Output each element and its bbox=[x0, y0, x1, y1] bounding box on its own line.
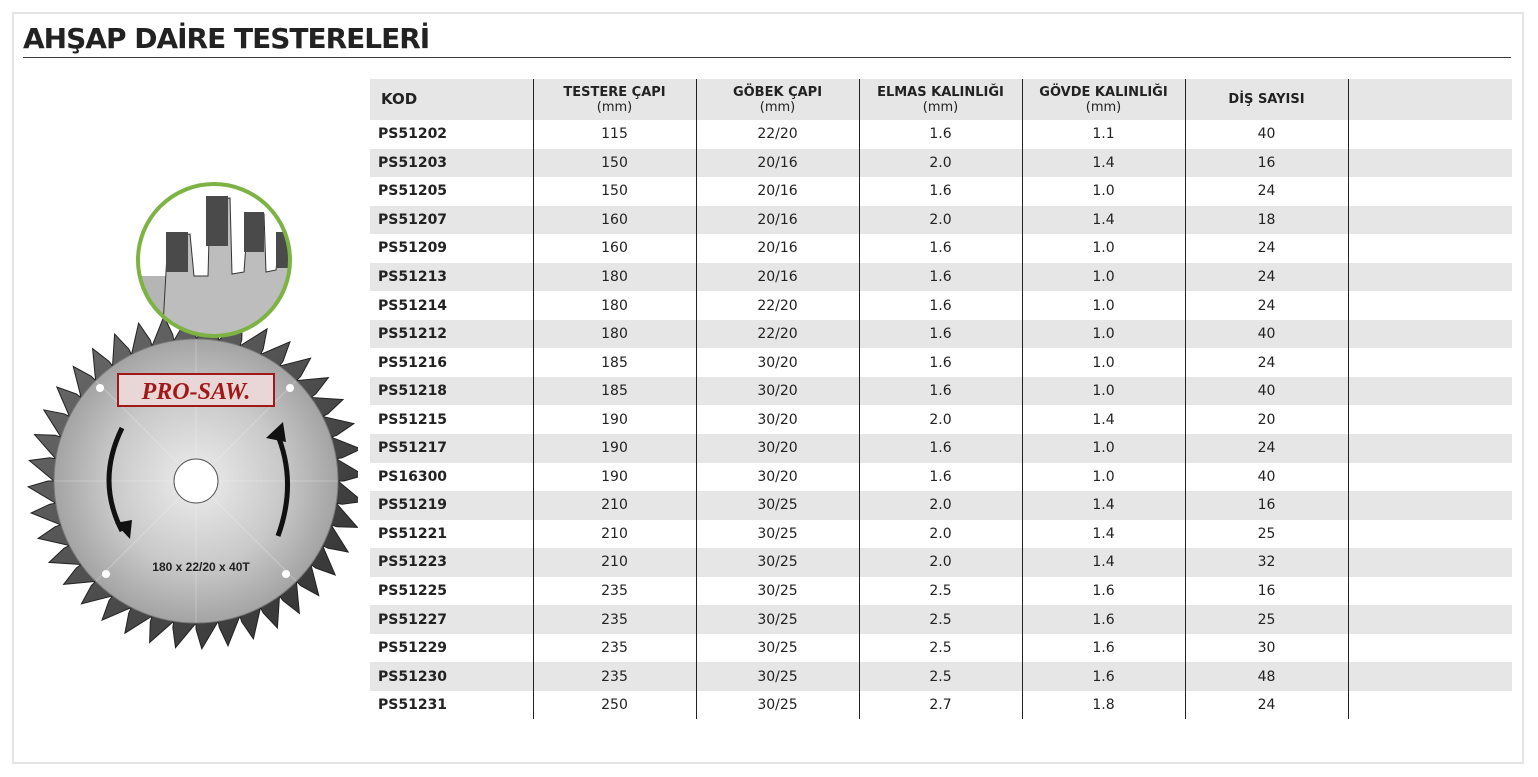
cell-dis-sayisi: 24 bbox=[1185, 263, 1348, 292]
table-row bbox=[370, 405, 1512, 434]
cell-dis-sayisi: 48 bbox=[1185, 662, 1348, 691]
cell-testere-capi: 235 bbox=[533, 662, 696, 691]
cell-govde-kalinligi: 1.4 bbox=[1022, 149, 1185, 178]
cell-govde-kalinligi: 1.0 bbox=[1022, 463, 1185, 492]
cell-elmas-kalinligi: 2.0 bbox=[859, 548, 1022, 577]
cell-dis-sayisi: 24 bbox=[1185, 177, 1348, 206]
cell-testere-capi: 190 bbox=[533, 405, 696, 434]
cell-kod: PS51231 bbox=[378, 697, 448, 714]
cell-testere-capi: 185 bbox=[533, 348, 696, 377]
cell-dis-sayisi: 24 bbox=[1185, 234, 1348, 263]
cell-gobek-capi: 30/20 bbox=[696, 405, 859, 434]
table-row bbox=[370, 234, 1512, 263]
table-row bbox=[370, 320, 1512, 349]
cell-elmas-kalinligi: 2.5 bbox=[859, 605, 1022, 634]
cell-govde-kalinligi: 1.4 bbox=[1022, 405, 1185, 434]
cell-empty bbox=[1348, 206, 1512, 235]
cell-dis-sayisi: 20 bbox=[1185, 405, 1348, 434]
cell-testere-capi: 190 bbox=[533, 463, 696, 492]
arbor-hole bbox=[174, 459, 218, 503]
cell-testere-capi: 235 bbox=[533, 577, 696, 606]
cell-gobek-capi: 30/20 bbox=[696, 434, 859, 463]
cell-kod: PS51214 bbox=[378, 297, 448, 314]
cell-empty bbox=[1348, 605, 1512, 634]
cell-empty bbox=[1348, 548, 1512, 577]
page-title: AHŞAP DAİRE TESTERELERİ bbox=[23, 22, 430, 55]
cell-empty bbox=[1348, 263, 1512, 292]
table-row bbox=[370, 263, 1512, 292]
cell-kod: PS51202 bbox=[378, 126, 448, 143]
cell-gobek-capi: 20/16 bbox=[696, 177, 859, 206]
saw-blade-image bbox=[18, 176, 358, 652]
cell-kod: PS51205 bbox=[378, 183, 448, 200]
cell-govde-kalinligi: 1.6 bbox=[1022, 662, 1185, 691]
header-elmas-kalinligi: ELMAS KALINLIĞI (mm) bbox=[859, 79, 1022, 120]
cell-empty bbox=[1348, 662, 1512, 691]
cell-kod: PS51207 bbox=[370, 206, 533, 235]
table-row bbox=[370, 662, 1512, 691]
cell-elmas-kalinligi: 1.6 bbox=[859, 348, 1022, 377]
cell-testere-capi: 190 bbox=[533, 434, 696, 463]
cell-testere-capi: 210 bbox=[533, 491, 696, 520]
cell-kod: PS51223 bbox=[370, 548, 533, 577]
cell-kod: PS51230 bbox=[370, 662, 533, 691]
cell-gobek-capi: 30/25 bbox=[696, 691, 859, 720]
cell-kod: PS51229 bbox=[378, 640, 448, 657]
cell-gobek-capi: 20/16 bbox=[696, 206, 859, 235]
table-row bbox=[370, 177, 1512, 206]
cell-empty bbox=[1348, 377, 1512, 406]
cell-dis-sayisi: 16 bbox=[1185, 149, 1348, 178]
cell-testere-capi: 150 bbox=[533, 177, 696, 206]
table-row bbox=[370, 634, 1512, 663]
cell-kod: PS51209 bbox=[378, 240, 448, 257]
table-body bbox=[370, 120, 1512, 719]
cell-dis-sayisi: 40 bbox=[1185, 120, 1348, 149]
table-row bbox=[370, 120, 1512, 149]
cell-elmas-kalinligi: 1.6 bbox=[859, 320, 1022, 349]
cell-empty bbox=[1348, 634, 1512, 663]
table-row bbox=[370, 605, 1512, 634]
cell-gobek-capi: 30/25 bbox=[696, 605, 859, 634]
cell-kod: PS51225 bbox=[378, 583, 448, 600]
cell-gobek-capi: 30/25 bbox=[696, 662, 859, 691]
blade-dot bbox=[96, 384, 104, 392]
table-row bbox=[370, 206, 1512, 235]
cell-dis-sayisi: 40 bbox=[1185, 377, 1348, 406]
cell-kod: PS51219 bbox=[370, 491, 533, 520]
cell-empty bbox=[1348, 348, 1512, 377]
cell-testere-capi: 180 bbox=[533, 263, 696, 292]
blade-marking: 180 x 22/20 x 40T bbox=[152, 560, 250, 574]
cell-elmas-kalinligi: 2.0 bbox=[859, 405, 1022, 434]
cell-govde-kalinligi: 1.4 bbox=[1022, 206, 1185, 235]
cell-empty bbox=[1348, 320, 1512, 349]
cell-dis-sayisi: 24 bbox=[1185, 691, 1348, 720]
table-row bbox=[370, 348, 1512, 377]
blade-dot bbox=[102, 570, 110, 578]
cell-empty bbox=[1348, 520, 1512, 549]
cell-gobek-capi: 30/20 bbox=[696, 348, 859, 377]
cell-govde-kalinligi: 1.0 bbox=[1022, 377, 1185, 406]
cell-elmas-kalinligi: 2.0 bbox=[859, 491, 1022, 520]
cell-kod: PS51227 bbox=[370, 605, 533, 634]
cell-dis-sayisi: 40 bbox=[1185, 463, 1348, 492]
cell-gobek-capi: 22/20 bbox=[696, 291, 859, 320]
cell-elmas-kalinligi: 1.6 bbox=[859, 120, 1022, 149]
table-row bbox=[370, 491, 1512, 520]
cell-govde-kalinligi: 1.0 bbox=[1022, 434, 1185, 463]
cell-elmas-kalinligi: 1.6 bbox=[859, 434, 1022, 463]
cell-govde-kalinligi: 1.0 bbox=[1022, 320, 1185, 349]
cell-empty bbox=[1348, 434, 1512, 463]
cell-govde-kalinligi: 1.4 bbox=[1022, 491, 1185, 520]
blade-dot bbox=[282, 570, 290, 578]
cell-kod: PS51218 bbox=[370, 377, 533, 406]
cell-gobek-capi: 20/16 bbox=[696, 234, 859, 263]
blade-dot bbox=[286, 384, 294, 392]
cell-govde-kalinligi: 1.0 bbox=[1022, 348, 1185, 377]
cell-empty bbox=[1348, 149, 1512, 178]
cell-elmas-kalinligi: 2.7 bbox=[859, 691, 1022, 720]
cell-kod: PS51212 bbox=[370, 320, 533, 349]
cell-elmas-kalinligi: 2.0 bbox=[859, 520, 1022, 549]
cell-dis-sayisi: 24 bbox=[1185, 434, 1348, 463]
cell-gobek-capi: 22/20 bbox=[696, 320, 859, 349]
header-empty bbox=[1348, 79, 1512, 120]
cell-gobek-capi: 30/20 bbox=[696, 377, 859, 406]
cell-kod: PS51221 bbox=[378, 525, 448, 542]
cell-kod: PS51216 bbox=[378, 354, 448, 371]
cell-testere-capi: 235 bbox=[533, 605, 696, 634]
cell-dis-sayisi: 25 bbox=[1185, 520, 1348, 549]
cell-gobek-capi: 30/25 bbox=[696, 491, 859, 520]
table-row bbox=[370, 577, 1512, 606]
cell-govde-kalinligi: 1.1 bbox=[1022, 120, 1185, 149]
saw-blade bbox=[28, 313, 358, 649]
cell-empty bbox=[1348, 491, 1512, 520]
cell-gobek-capi: 30/25 bbox=[696, 577, 859, 606]
cell-govde-kalinligi: 1.6 bbox=[1022, 605, 1185, 634]
table-row bbox=[370, 463, 1512, 492]
title-divider bbox=[23, 57, 1511, 58]
cell-elmas-kalinligi: 2.5 bbox=[859, 662, 1022, 691]
cell-govde-kalinligi: 1.4 bbox=[1022, 520, 1185, 549]
cell-testere-capi: 115 bbox=[533, 120, 696, 149]
cell-testere-capi: 160 bbox=[533, 234, 696, 263]
cell-empty bbox=[1348, 291, 1512, 320]
cell-elmas-kalinligi: 1.6 bbox=[859, 377, 1022, 406]
cell-elmas-kalinligi: 1.6 bbox=[859, 177, 1022, 206]
cell-dis-sayisi: 18 bbox=[1185, 206, 1348, 235]
cell-elmas-kalinligi: 2.5 bbox=[859, 634, 1022, 663]
cell-empty bbox=[1348, 691, 1512, 720]
cell-gobek-capi: 20/16 bbox=[696, 263, 859, 292]
cell-dis-sayisi: 30 bbox=[1185, 634, 1348, 663]
cell-govde-kalinligi: 1.0 bbox=[1022, 177, 1185, 206]
cell-testere-capi: 210 bbox=[533, 548, 696, 577]
table-row bbox=[370, 434, 1512, 463]
header-govde-kalinligi: GÖVDE KALINLIĞI (mm) bbox=[1022, 79, 1185, 120]
cell-gobek-capi: 30/25 bbox=[696, 548, 859, 577]
cell-elmas-kalinligi: 2.5 bbox=[859, 577, 1022, 606]
cell-kod: PS51217 bbox=[370, 434, 533, 463]
cell-empty bbox=[1348, 177, 1512, 206]
cell-dis-sayisi: 24 bbox=[1185, 348, 1348, 377]
table-row bbox=[370, 548, 1512, 577]
cell-govde-kalinligi: 1.0 bbox=[1022, 263, 1185, 292]
cell-dis-sayisi: 40 bbox=[1185, 320, 1348, 349]
cell-empty bbox=[1348, 577, 1512, 606]
cell-testere-capi: 150 bbox=[533, 149, 696, 178]
cell-elmas-kalinligi: 2.0 bbox=[859, 149, 1022, 178]
cell-gobek-capi: 22/20 bbox=[696, 120, 859, 149]
header-kod: KOD bbox=[370, 79, 533, 120]
cell-testere-capi: 160 bbox=[533, 206, 696, 235]
cell-gobek-capi: 20/16 bbox=[696, 149, 859, 178]
table-row bbox=[370, 520, 1512, 549]
cell-testere-capi: 235 bbox=[533, 634, 696, 663]
cell-dis-sayisi: 32 bbox=[1185, 548, 1348, 577]
cell-testere-capi: 180 bbox=[533, 291, 696, 320]
cell-kod: PS16300 bbox=[378, 468, 448, 485]
cell-govde-kalinligi: 1.4 bbox=[1022, 548, 1185, 577]
table-row bbox=[370, 291, 1512, 320]
cell-dis-sayisi: 16 bbox=[1185, 491, 1348, 520]
cell-elmas-kalinligi: 1.6 bbox=[859, 291, 1022, 320]
cell-dis-sayisi: 25 bbox=[1185, 605, 1348, 634]
cell-govde-kalinligi: 1.0 bbox=[1022, 291, 1185, 320]
cell-gobek-capi: 30/20 bbox=[696, 463, 859, 492]
cell-elmas-kalinligi: 1.6 bbox=[859, 463, 1022, 492]
cell-govde-kalinligi: 1.6 bbox=[1022, 634, 1185, 663]
cell-dis-sayisi: 16 bbox=[1185, 577, 1348, 606]
cell-elmas-kalinligi: 1.6 bbox=[859, 263, 1022, 292]
cell-empty bbox=[1348, 405, 1512, 434]
cell-govde-kalinligi: 1.8 bbox=[1022, 691, 1185, 720]
cell-govde-kalinligi: 1.6 bbox=[1022, 577, 1185, 606]
cell-testere-capi: 180 bbox=[533, 320, 696, 349]
header-dis-sayisi: DİŞ SAYISI bbox=[1185, 79, 1348, 120]
table-row bbox=[370, 691, 1512, 720]
cell-govde-kalinligi: 1.0 bbox=[1022, 234, 1185, 263]
table-row bbox=[370, 377, 1512, 406]
cell-testere-capi: 185 bbox=[533, 377, 696, 406]
cell-elmas-kalinligi: 1.6 bbox=[859, 234, 1022, 263]
cell-kod: PS51203 bbox=[370, 149, 533, 178]
cell-testere-capi: 210 bbox=[533, 520, 696, 549]
cell-gobek-capi: 30/25 bbox=[696, 520, 859, 549]
cell-testere-capi: 250 bbox=[533, 691, 696, 720]
brand-logo: PRO-SAW. bbox=[141, 379, 251, 405]
cell-empty bbox=[1348, 120, 1512, 149]
cell-gobek-capi: 30/25 bbox=[696, 634, 859, 663]
header-gobek-capi: GÖBEK ÇAPI (mm) bbox=[696, 79, 859, 120]
header-testere-capi: TESTERE ÇAPI (mm) bbox=[533, 79, 696, 120]
table-row bbox=[370, 149, 1512, 178]
cell-empty bbox=[1348, 463, 1512, 492]
table-header-row bbox=[370, 79, 1512, 120]
cell-kod: PS51213 bbox=[370, 263, 533, 292]
cell-elmas-kalinligi: 2.0 bbox=[859, 206, 1022, 235]
cell-kod: PS51215 bbox=[378, 411, 448, 428]
cell-empty bbox=[1348, 234, 1512, 263]
spec-table bbox=[370, 79, 1512, 719]
cell-dis-sayisi: 24 bbox=[1185, 291, 1348, 320]
